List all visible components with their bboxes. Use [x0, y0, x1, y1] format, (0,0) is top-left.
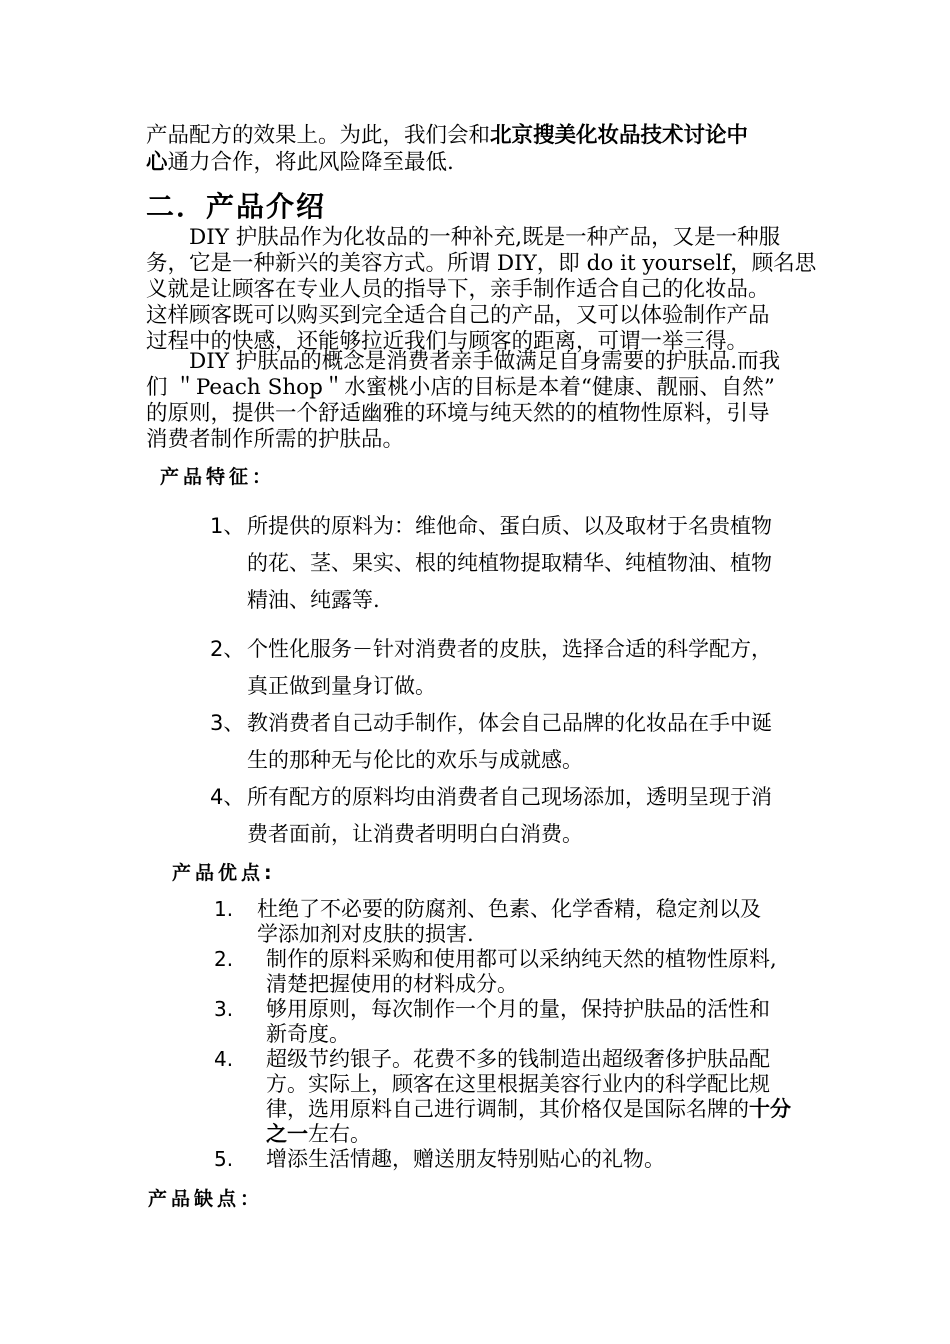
section-heading: 二．产品介绍: [146, 190, 327, 223]
para1-line: 务，它是一种新兴的美容方式。所谓 DIY，即 do it yourself，顾名思: [146, 251, 817, 276]
advantage-number: 3.: [214, 997, 234, 1021]
para1-line: 这样顾客既可以购买到完全适合自己的产品，又可以体验制作产品: [146, 303, 770, 328]
para1-line: 义就是让顾客在专业人员的指导下，亲手制作适合自己的化妆品。: [146, 277, 770, 302]
advantage-line: [266, 1096, 791, 1122]
feature-line: 教消费者自己动手制作，体会自己品牌的化妆品在手中诞: [247, 711, 772, 735]
advantage-line: 清楚把握使用的材料成分。: [266, 972, 518, 996]
advantage-line: 学添加剂对皮肤的损害.: [257, 922, 474, 946]
partner-name-bold: 北京搜美化妆品技术讨论中: [490, 123, 749, 148]
feature-line: 所有配方的原料均由消费者自己现场添加，透明呈现于消: [247, 785, 772, 809]
para1-line: 过程中的快感，还能够拉近我们与顾客的距离，可谓一举三得。: [146, 329, 749, 354]
advantage-line: 超级节约银子。花费不多的钱制造出超级奢侈护肤品配: [266, 1047, 770, 1071]
disadvantages-title: 产品缺点：: [148, 1188, 264, 1210]
feature-line: 的花、茎、果实、根的纯植物提取精华、纯植物油、植物: [247, 551, 772, 575]
feature-line: 精油、纯露等.: [247, 588, 380, 612]
price-ratio-bold: 十分: [749, 1096, 791, 1121]
partner-name-bold-cont: 心: [146, 150, 168, 175]
advantage-line-text: 律，选用原料自己进行调制，其价格仅是国际名牌的: [266, 1097, 749, 1121]
para2-line: 们 ＂Peach Shop＂水蜜桃小店的目标是本着“健康、靓丽、自然”: [146, 375, 775, 400]
para2-line: 消费者制作所需的护肤品。: [146, 427, 405, 452]
feature-line: 所提供的原料为：维他命、蛋白质、以及取材于名贵植物: [247, 514, 772, 538]
advantage-line: 增添生活情趣，赠送朋友特别贴心的礼物。: [266, 1147, 665, 1171]
price-ratio-bold-cont: 之一: [266, 1121, 308, 1146]
intro-line-2-text: 通力合作，将此风险降至最低.: [167, 150, 454, 175]
feature-line: 真正做到量身订做。: [247, 674, 436, 698]
advantage-number: 5.: [214, 1147, 234, 1171]
advantage-line-text: 左右。: [308, 1122, 371, 1146]
intro-line-1-text: 产品配方的效果上。为此，我们会和: [146, 123, 491, 148]
advantage-line: 制作的原料采购和使用都可以采纳纯天然的植物性原料,: [266, 947, 777, 971]
para1-line: DIY 护肤品作为化妆品的一种补充,既是一种产品，又是一种服: [146, 225, 781, 250]
advantage-line: 杜绝了不必要的防腐剂、色素、化学香精，稳定剂以及: [257, 897, 761, 921]
advantage-number: 4.: [214, 1047, 234, 1071]
advantage-line: 方。实际上，顾客在这里根据美容行业内的科学配比规: [266, 1072, 770, 1096]
feature-number: 4、: [210, 785, 245, 809]
advantages-title: 产品优点:: [172, 862, 276, 884]
para2-line: 的原则，提供一个舒适幽雅的环境与纯天然的的植物性原料，引导: [146, 401, 770, 426]
advantage-line: 够用原则，每次制作一个月的量，保持护肤品的活性和: [266, 997, 770, 1021]
advantage-number: 1.: [214, 897, 234, 921]
advantage-line: 新奇度。: [266, 1022, 350, 1046]
feature-number: 2、: [210, 637, 245, 661]
para2-line: DIY 护肤品的概念是消费者亲手做满足自身需要的护肤品.而我: [146, 349, 781, 374]
advantage-line: [266, 1121, 371, 1147]
feature-line: 费者面前，让消费者明明白白消费。: [247, 822, 583, 846]
advantage-number: 2.: [214, 947, 234, 971]
feature-line: 生的那种无与伦比的欢乐与成就感。: [247, 748, 583, 772]
features-title: 产品特征：: [160, 466, 276, 488]
feature-number: 3、: [210, 711, 245, 735]
feature-line: 个性化服务－针对消费者的皮肤，选择合适的科学配方，: [247, 637, 772, 661]
feature-number: 1、: [210, 514, 245, 538]
intro-line-2: [146, 149, 454, 176]
intro-line-1: [146, 122, 748, 149]
